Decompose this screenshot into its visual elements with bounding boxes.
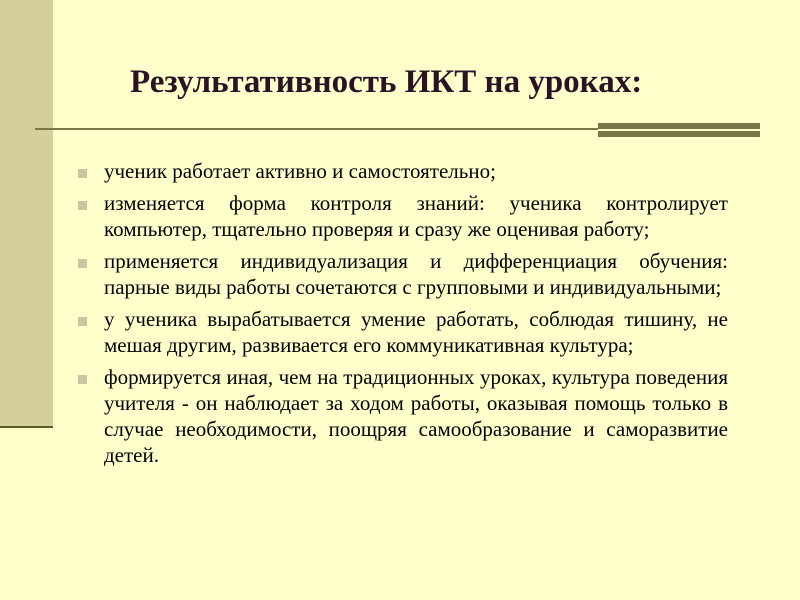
square-bullet-icon bbox=[78, 317, 87, 326]
bullet-item-1 bbox=[78, 158, 728, 184]
bullet-text-1: ученик работает активно и самостоятельно; bbox=[104, 159, 496, 183]
square-bullet-icon bbox=[78, 259, 87, 268]
bullet-text-5: формируется иная, чем на традиционных уроках, культура поведения учителя - он наблюдает за ходом работы, оказывая помощь только в случае необходимости, поощряя самообразование и саморазвитие детей. bbox=[104, 365, 728, 467]
bullet-text-3: применяется индивидуализация и дифференциация обучения: парные виды работы сочетаются с групповыми и индивидуальными; bbox=[104, 249, 728, 299]
bullet-text-2: изменяется форма контроля знаний: ученика контролирует компьютер, тщательно проверяя и сразу же оценивая работу; bbox=[104, 191, 728, 241]
left-decorative-band bbox=[0, 0, 53, 426]
slide-title: Результативность ИКТ на уроках: bbox=[130, 64, 643, 100]
left-band-divider bbox=[0, 426, 53, 428]
title-divider-block bbox=[598, 123, 760, 137]
bullet-item-2 bbox=[78, 190, 728, 242]
bullet-item-4 bbox=[78, 306, 728, 358]
bullet-item-5 bbox=[78, 364, 728, 468]
bullet-text-4: у ученика вырабатывается умение работать, соблюдая тишину, не мешая другим, развивается его коммуникативная культура; bbox=[104, 307, 728, 357]
square-bullet-icon bbox=[78, 201, 87, 210]
title-divider-line bbox=[35, 128, 598, 130]
square-bullet-icon bbox=[78, 375, 87, 384]
bullet-list bbox=[78, 158, 728, 474]
square-bullet-icon bbox=[78, 169, 87, 178]
bullet-item-3 bbox=[78, 248, 728, 300]
